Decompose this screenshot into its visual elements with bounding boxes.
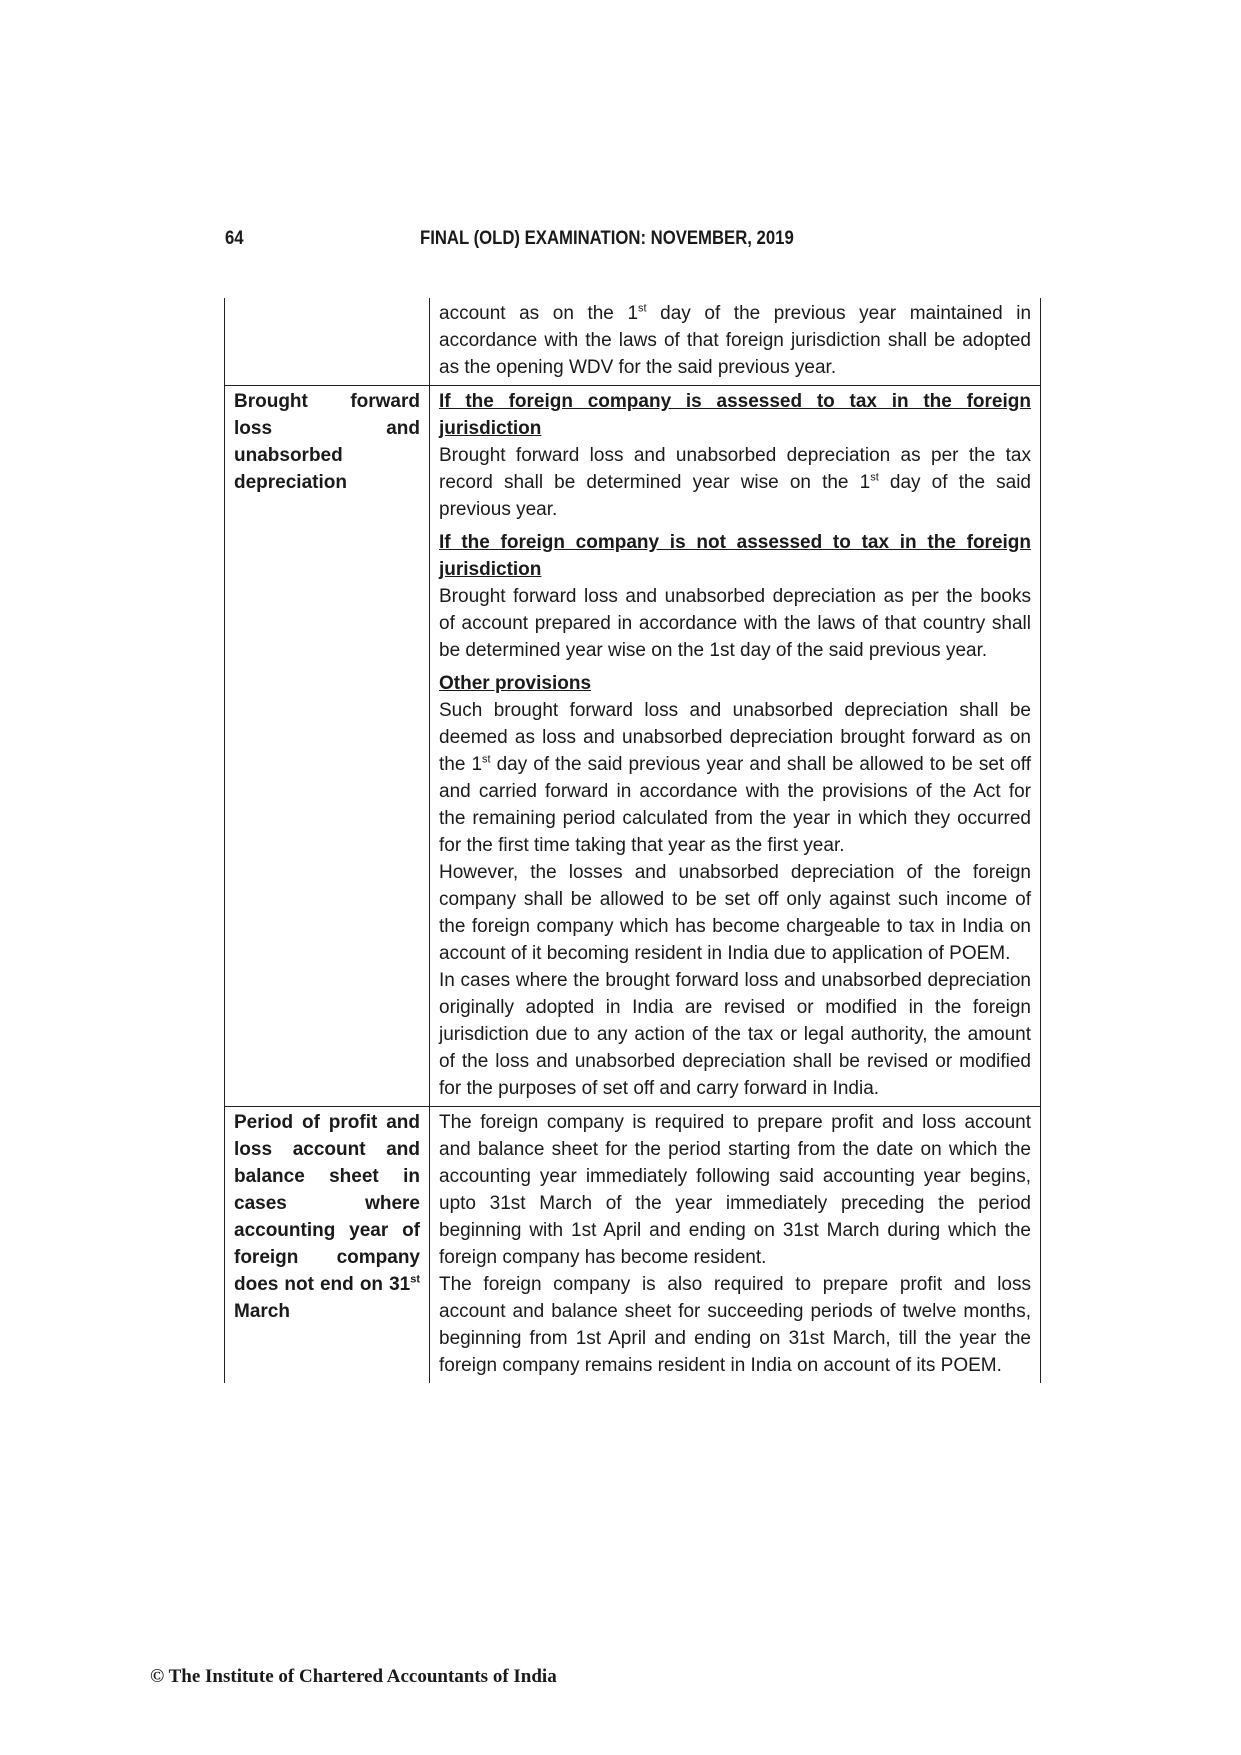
other-provisions-p1-a: Such brought forward loss and unabsorbed depreciation shall be deemed as loss and unabsorbed depreciation brought forward as on the 1 <box>439 700 1031 775</box>
not-assessed-text: Brought forward loss and unabsorbed depreciation as per the books of account prepared in accordance with the laws of that country shall be determined year wise on the 1st day of the said previous year. <box>439 586 1031 661</box>
row1-right-cell <box>430 298 1041 386</box>
running-title: FINAL (OLD) EXAMINATION: NOVEMBER, 2019 <box>420 228 794 249</box>
row1-text <box>439 300 1031 381</box>
row3-p1: The foreign company is required to prepare profit and loss account and balance sheet for the period starting from the date on which the accounting year immediately following said accounting year begins, upto 31st March of the year immediately preceding the period beginning with 1st April and ending on 31st March during which the foreign company has become resident. <box>439 1112 1031 1268</box>
other-provisions-p1 <box>439 697 1031 859</box>
assessed-text <box>439 442 1031 523</box>
assessed-sup: st <box>870 471 879 484</box>
row3-left-a: Period of profit and loss account and balance sheet in cases where accounting year of foreign company does not end on 31 <box>234 1112 420 1295</box>
other-provisions-p1-b: day of the said previous year and shall be allowed to be set off and carried forward in accordance with the provisions of the Act for the remaining period calculated from the year in which they occurred for the first time taking that year as the first year. <box>439 754 1031 856</box>
row1-text-b: day of the previous year maintained in accordance with the laws of that foreign jurisdiction shall be adopted as the opening WDV for the said previous year. <box>439 303 1032 378</box>
table-row <box>225 1107 1041 1384</box>
assessed-block <box>439 388 1031 523</box>
row1-left-cell <box>225 298 430 386</box>
row1-sup: st <box>638 302 647 315</box>
not-assessed-heading: If the foreign company is not assessed to tax in the foreign jurisdiction <box>439 532 1031 580</box>
other-provisions-sup: st <box>482 753 491 766</box>
row3-p2: The foreign company is also required to prepare profit and loss account and balance sheet for succeeding periods of twelve months, beginning from 1st April and ending on 31st March, till the year the foreign company remains resident in India on account of its POEM. <box>439 1274 1031 1376</box>
row2-left-cell: Brought forward loss and unabsorbed depreciation <box>225 386 430 1107</box>
row3-left-b: March <box>234 1301 290 1322</box>
row3-right-cell <box>430 1107 1041 1384</box>
table-row <box>225 386 1041 1107</box>
provisions-table <box>224 298 1041 1383</box>
other-provisions-block <box>439 670 1031 1102</box>
table-row <box>225 298 1041 386</box>
page-number: 64 <box>225 228 244 249</box>
row3-left-cell <box>225 1107 430 1384</box>
assessed-text-b: day of the said previous year. <box>439 472 1031 520</box>
other-provisions-p2: However, the losses and unabsorbed depreciation of the foreign company shall be allowed to be set off only against such income of the foreign company which has become chargeable to tax in India on account of it becoming resident in India due to application of POEM. <box>439 862 1031 964</box>
other-provisions-p3: In cases where the brought forward loss and unabsorbed depreciation originally adopted in India are revised or modified in the foreign jurisdiction due to any action of the tax or legal authority, the amount of the loss and unabsorbed depreciation shall be revised or modified for the purposes of set off and carry forward in India. <box>439 970 1031 1099</box>
other-provisions-heading: Other provisions <box>439 673 592 694</box>
row1-text-a: account as on the 1 <box>439 303 639 324</box>
assessed-heading: If the foreign company is assessed to tax in the foreign jurisdiction <box>439 391 1031 439</box>
copyright-footer: © The Institute of Chartered Accountants of India <box>150 1666 557 1687</box>
row2-right-cell <box>430 386 1041 1107</box>
not-assessed-block <box>439 529 1031 664</box>
row3-left-sup: st <box>410 1273 420 1286</box>
assessed-text-a: Brought forward loss and unabsorbed depreciation as per the tax record shall be determined year wise on the 1 <box>439 445 1031 493</box>
